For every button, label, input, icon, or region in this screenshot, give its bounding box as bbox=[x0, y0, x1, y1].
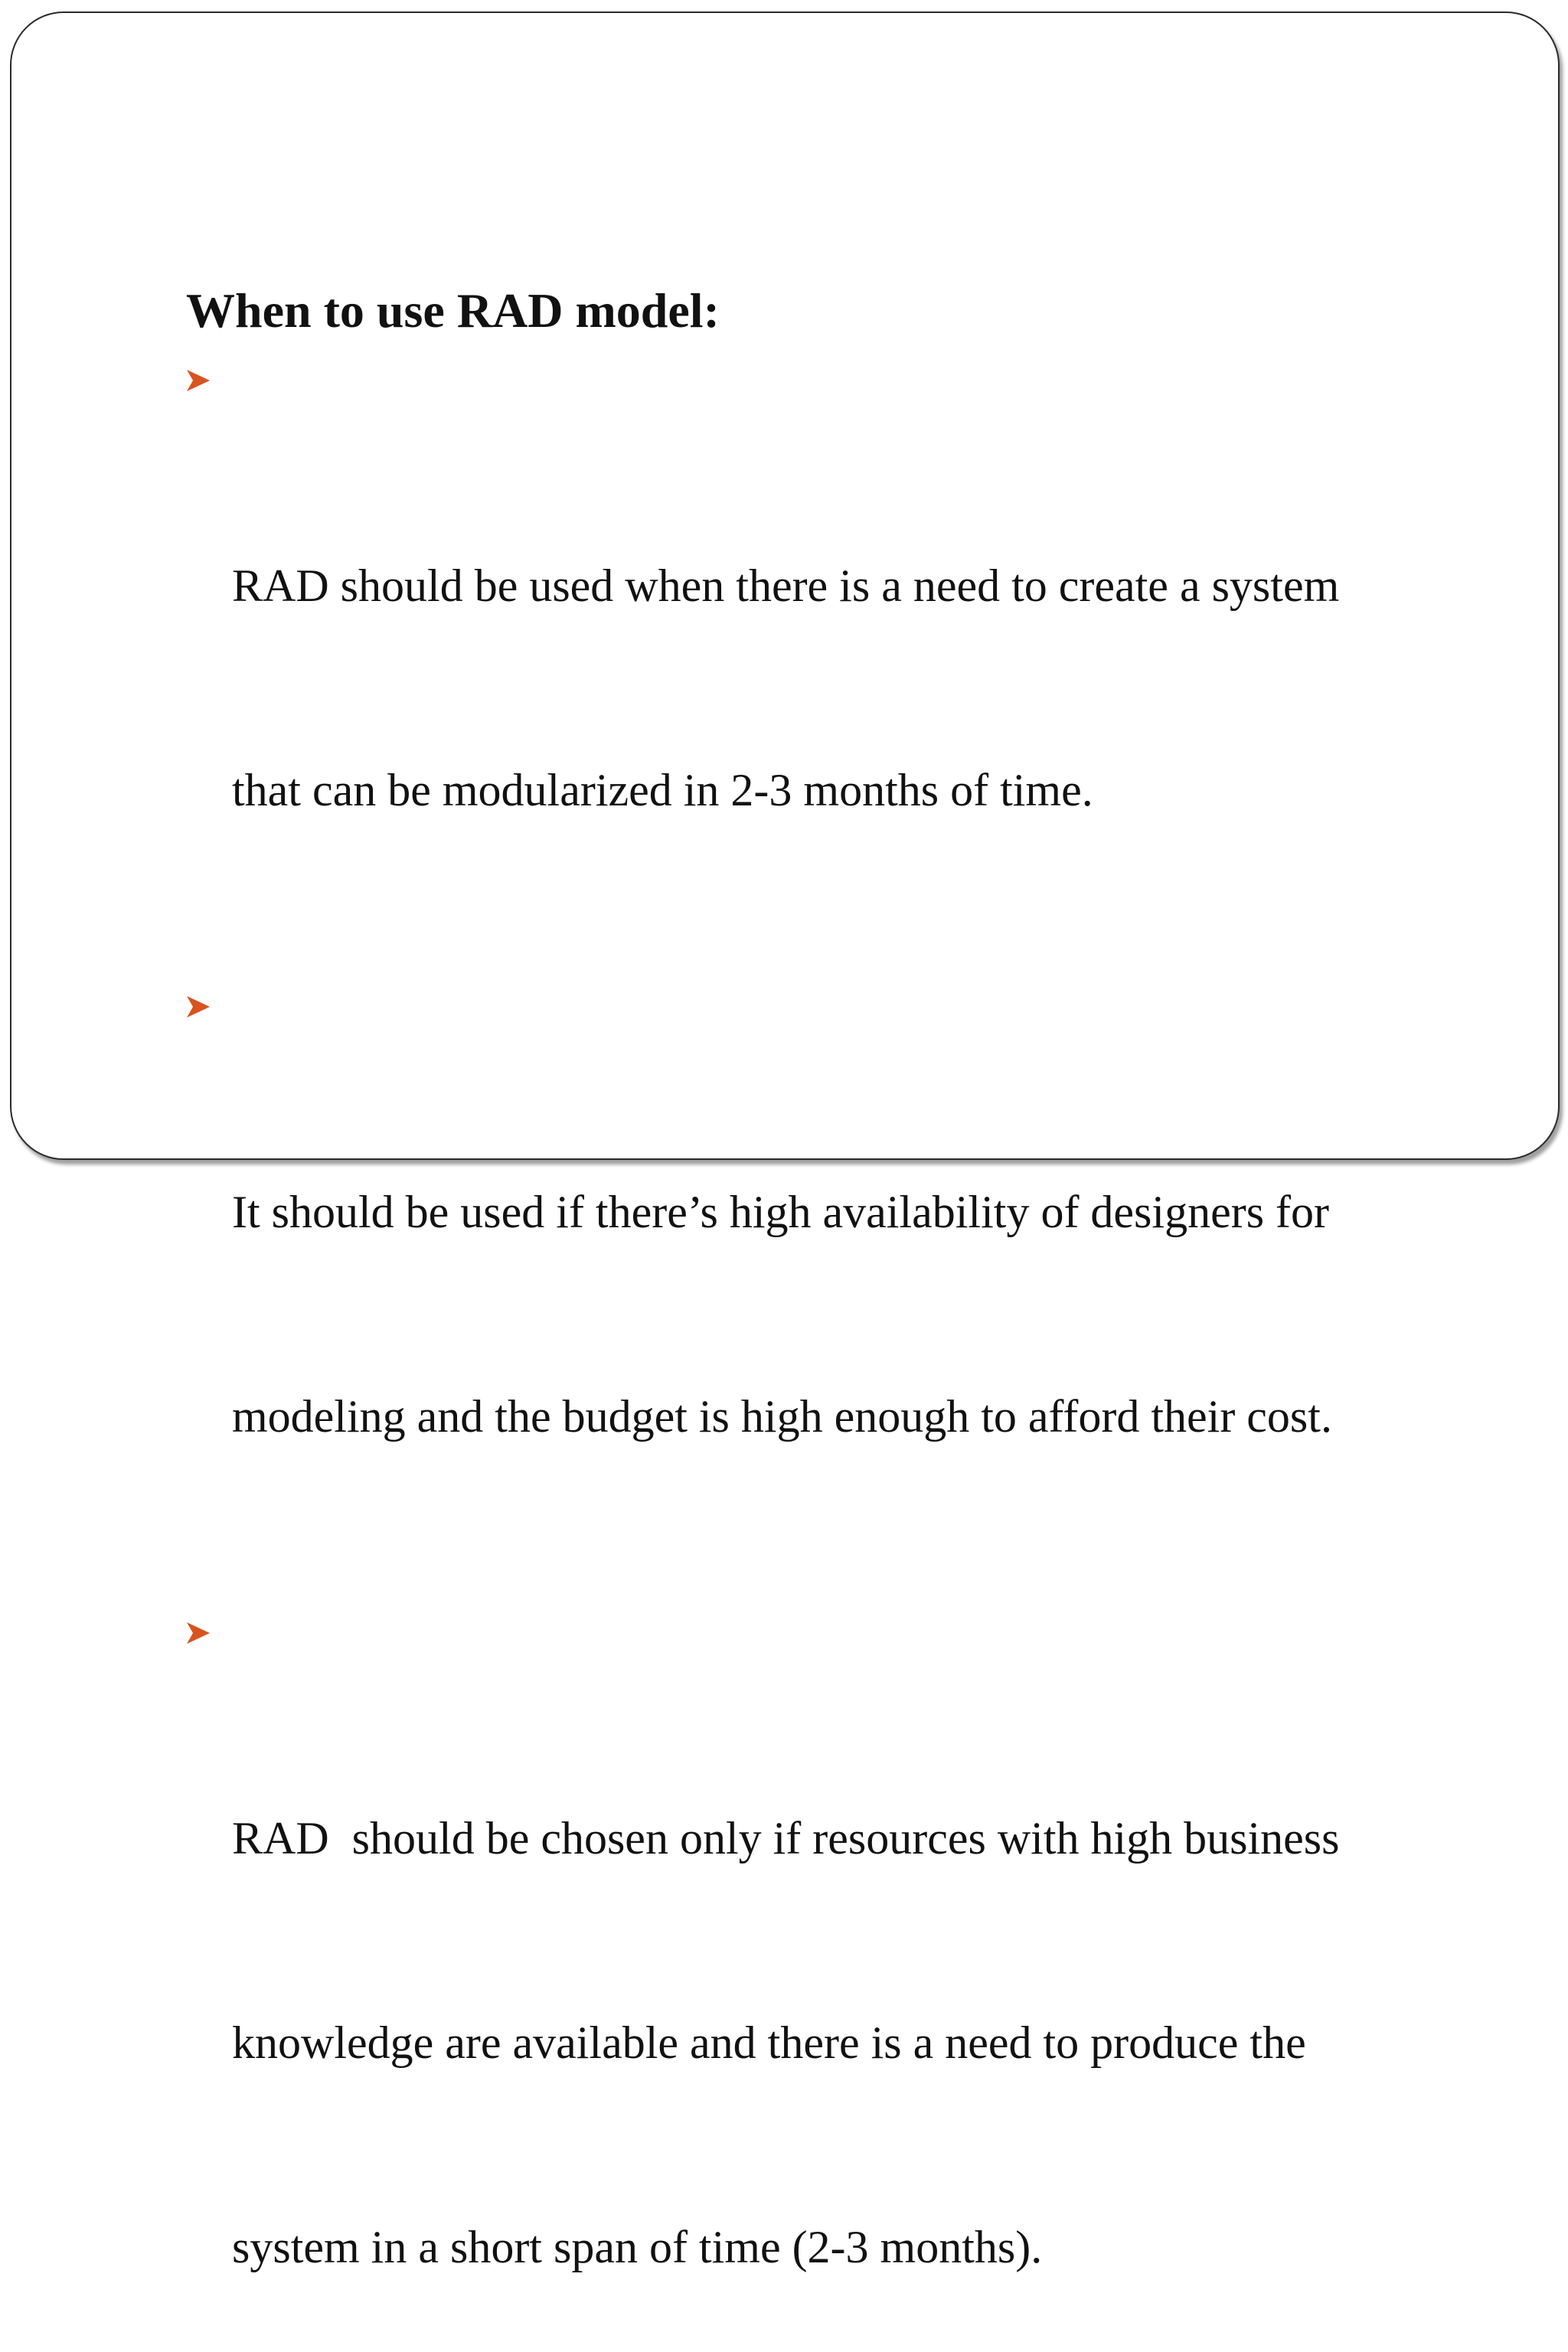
bullet-item bbox=[186, 348, 1534, 961]
bullet-text-line: system in a short span of time (2-3 months). bbox=[232, 2222, 1043, 2272]
slide-frame bbox=[10, 11, 1560, 2272]
arrowhead-bullet-icon bbox=[186, 369, 211, 392]
bullet-item bbox=[186, 974, 1534, 1587]
bullet-text-line: modeling and the budget is high enough to afford their cost. bbox=[232, 1391, 1332, 1442]
bullet-list bbox=[186, 348, 1534, 2352]
bullet-text-line: that can be modularized in 2-3 months of time. bbox=[232, 765, 1093, 815]
bullet-text-line: It should be used if there’s high availability of designers for bbox=[232, 1187, 1329, 1237]
bullet-text-line: knowledge are available and there is a need to produce the bbox=[232, 2017, 1306, 2068]
arrowhead-bullet-icon bbox=[186, 995, 211, 1018]
slide-heading: When to use RAD model: bbox=[186, 283, 720, 338]
slide-content bbox=[186, 277, 1534, 2352]
bullet-item bbox=[186, 1600, 1534, 2352]
bullet-text-line: RAD should be chosen only if resources with high business bbox=[232, 1813, 1340, 1864]
arrowhead-bullet-icon bbox=[186, 1622, 211, 1645]
bullet-text-line: RAD should be used when there is a need to create a system bbox=[232, 560, 1340, 611]
